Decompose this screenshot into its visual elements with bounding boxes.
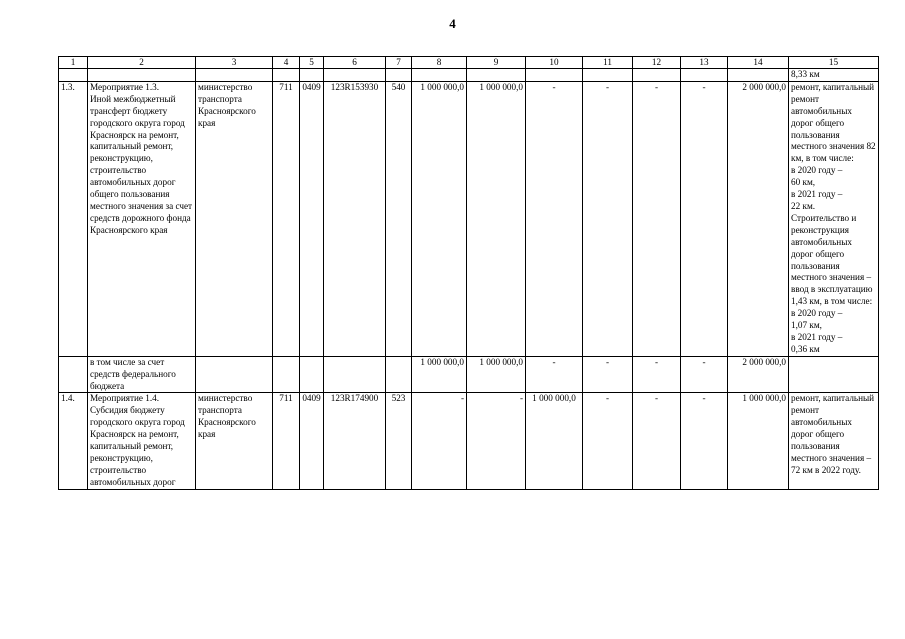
budget-table	[58, 56, 879, 490]
table-row	[59, 69, 879, 82]
table-cell: -	[583, 81, 633, 356]
table-cell: 1 000 000,0	[412, 356, 467, 393]
column-header: 7	[386, 57, 412, 69]
table-cell	[386, 356, 412, 393]
table-cell: -	[681, 393, 728, 489]
table-cell: -	[681, 356, 728, 393]
column-header: 15	[789, 57, 879, 69]
table-cell: 123R174900	[324, 393, 386, 489]
table-cell: 0409	[300, 393, 324, 489]
table-cell	[633, 69, 681, 82]
column-header: 3	[196, 57, 273, 69]
table-cell: 711	[273, 81, 300, 356]
table-cell	[681, 69, 728, 82]
table-cell	[300, 69, 324, 82]
table-cell	[789, 356, 879, 393]
column-header: 10	[526, 57, 583, 69]
table-row	[59, 393, 879, 489]
table-cell: -	[633, 356, 681, 393]
table-cell: министерство транспорта Красноярского края	[196, 81, 273, 356]
table-cell: -	[467, 393, 526, 489]
page-number: 4	[449, 16, 456, 31]
column-header: 13	[681, 57, 728, 69]
table-cell: -	[633, 393, 681, 489]
table-cell	[300, 356, 324, 393]
table-cell: 1 000 000,0	[467, 81, 526, 356]
table-cell: ремонт, капитальный ремонт автомобильных дорог общего пользования местного значения 82 км, в том числе: в 2020 году – 60 км, в 2021 году – 22 км. Строительство и реконструкция автомобильных дорог общего пользования местного значения – ввод в эксплуатацию 1,43 км, в том числе: в 2020 году – 1,07 км, в 2021 году – 0,36 км	[789, 81, 879, 356]
column-header: 11	[583, 57, 633, 69]
table-cell: 8,33 км	[789, 69, 879, 82]
table-cell: -	[412, 393, 467, 489]
table-cell	[386, 69, 412, 82]
table-cell: 523	[386, 393, 412, 489]
table-cell	[196, 356, 273, 393]
table-cell: -	[633, 81, 681, 356]
table-cell: в том числе за счет средств федерального бюджета	[88, 356, 196, 393]
table-cell: Мероприятие 1.4. Субсидия бюджету городского округа город Красноярск на ремонт, капитальный ремонт, реконструкцию, строительство автомобильных дорог	[88, 393, 196, 489]
table-cell	[324, 69, 386, 82]
table-cell: -	[681, 81, 728, 356]
table-cell	[467, 69, 526, 82]
table-cell	[324, 356, 386, 393]
table-cell	[59, 356, 88, 393]
table-cell: -	[526, 81, 583, 356]
header-row	[59, 57, 879, 69]
table-cell	[59, 69, 88, 82]
column-header: 4	[273, 57, 300, 69]
table-cell	[273, 356, 300, 393]
column-header: 9	[467, 57, 526, 69]
table-cell	[583, 69, 633, 82]
table-cell: 0409	[300, 81, 324, 356]
table-cell: Мероприятие 1.3. Иной межбюджетный трансферт бюджету городского округа город Красноярск на ремонт, капитальный ремонт, реконструкцию, строительство автомобильных дорог общего пользования местного значения за счет средств дорожного фонда Красноярского края	[88, 81, 196, 356]
table-cell	[88, 69, 196, 82]
table-cell	[526, 69, 583, 82]
table-cell: 1 000 000,0	[412, 81, 467, 356]
table-cell: 1.4.	[59, 393, 88, 489]
table-cell: 1 000 000,0	[467, 356, 526, 393]
column-header: 8	[412, 57, 467, 69]
table-cell	[273, 69, 300, 82]
table-cell: -	[583, 393, 633, 489]
table-cell: 1 000 000,0	[526, 393, 583, 489]
table-cell: министерство транспорта Красноярского края	[196, 393, 273, 489]
table-cell: 711	[273, 393, 300, 489]
column-header: 14	[728, 57, 789, 69]
table-cell: 1 000 000,0	[728, 393, 789, 489]
table-cell: 540	[386, 81, 412, 356]
table-cell: 2 000 000,0	[728, 356, 789, 393]
column-header: 5	[300, 57, 324, 69]
table-row	[59, 356, 879, 393]
table-cell	[728, 69, 789, 82]
table-cell	[196, 69, 273, 82]
table-cell: ремонт, капитальный ремонт автомобильных дорог общего пользования местного значения – 72 км в 2022 году.	[789, 393, 879, 489]
column-header: 1	[59, 57, 88, 69]
table-cell: -	[526, 356, 583, 393]
table-cell: 2 000 000,0	[728, 81, 789, 356]
table-cell: 1.3.	[59, 81, 88, 356]
table-cell: 123R153930	[324, 81, 386, 356]
table-row	[59, 81, 879, 356]
column-header: 2	[88, 57, 196, 69]
table-cell	[412, 69, 467, 82]
table-cell: -	[583, 356, 633, 393]
column-header: 6	[324, 57, 386, 69]
column-header: 12	[633, 57, 681, 69]
